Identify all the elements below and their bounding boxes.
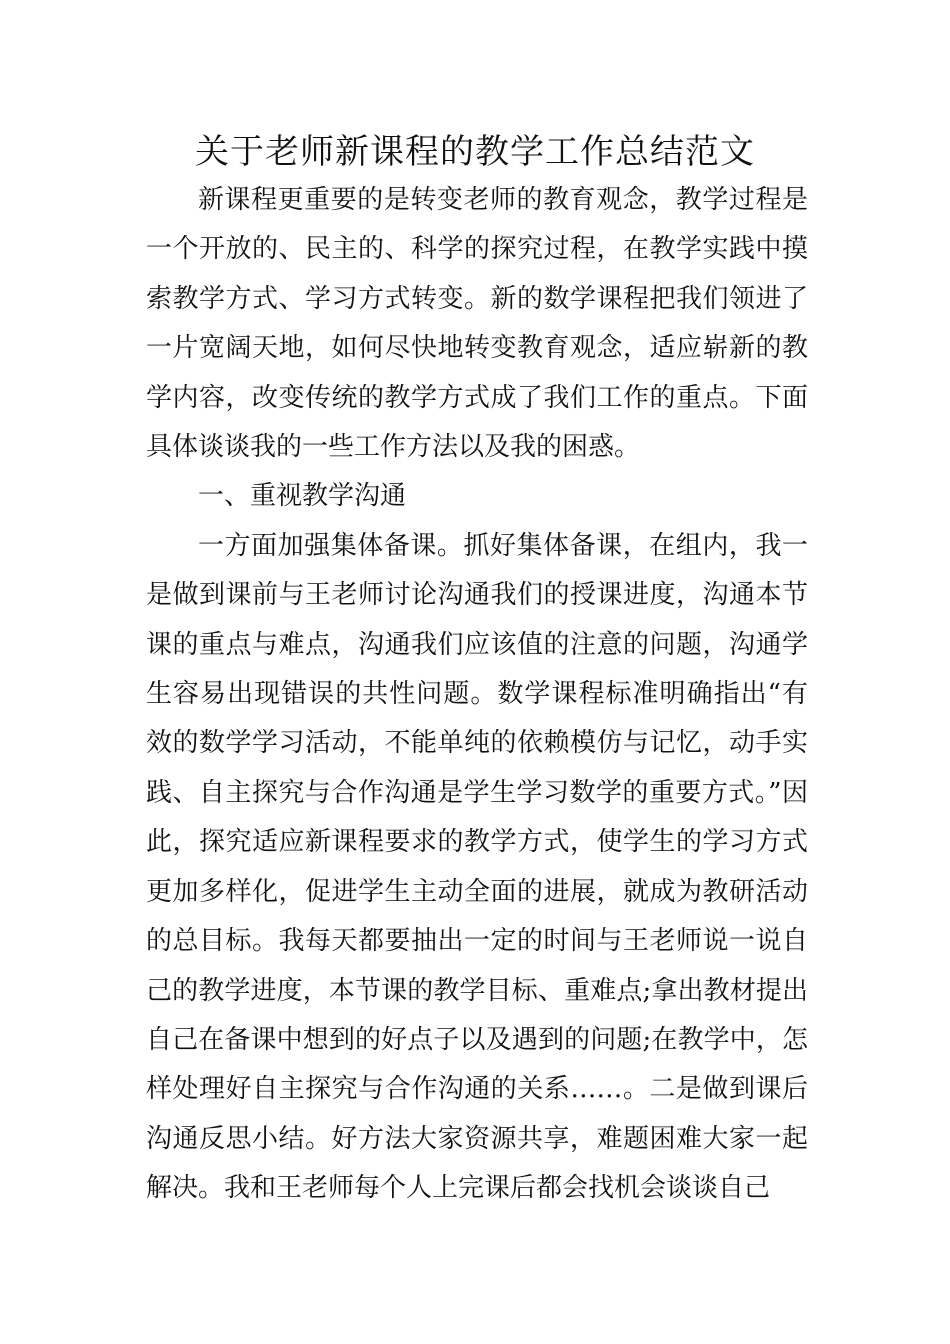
document-body (146, 176, 808, 1214)
document-title: 关于老师新课程的教学工作总结范文 (195, 132, 755, 172)
section-heading: 一、重视教学沟通 (198, 481, 407, 512)
body-paragraph: 一方面加强集体备课。抓好集体备课，在组内，我一是做到课前与王老师讨论沟通我们的授课进度，沟通本节课的重点与难点，沟通我们应该值的注意的问题，沟通学生容易出现错误的共性问题。数学课程标准明确指出“有效的数学学习活动，不能单纯的依赖模仿与记忆，动手实践、自主探究与合作沟通是学生学习数学的重要方式。”因此，探究适应新课程要求的教学方式，使学生的学习方式更加多样化，促进学生主动全面的进展，就成为教研活动的总目标。我每天都要抽出一定的时间与王老师说一说自己的教学进度，本节课的教学目标、重难点;拿出教材提出自己在备课中想到的好点子以及遇到的问题;在教学中，怎样处理好自主探究与合作沟通的关系……。二是做到课后沟通反思小结。好方法大家资源共享，难题困难大家一起解决。我和王老师每个人上完课后都会找机会谈谈自己 (146, 530, 808, 1204)
intro-paragraph: 新课程更重要的是转变老师的教育观念，教学过程是一个开放的、民主的、科学的探究过程，在教学实践中摸索教学方式、学习方式转变。新的数学课程把我们领进了一片宽阔天地，如何尽快地转变教育观念，适应崭新的教学内容，改变传统的教学方式成了我们工作的重点。下面具体谈谈我的一些工作方法以及我的困惑。 (146, 185, 808, 463)
